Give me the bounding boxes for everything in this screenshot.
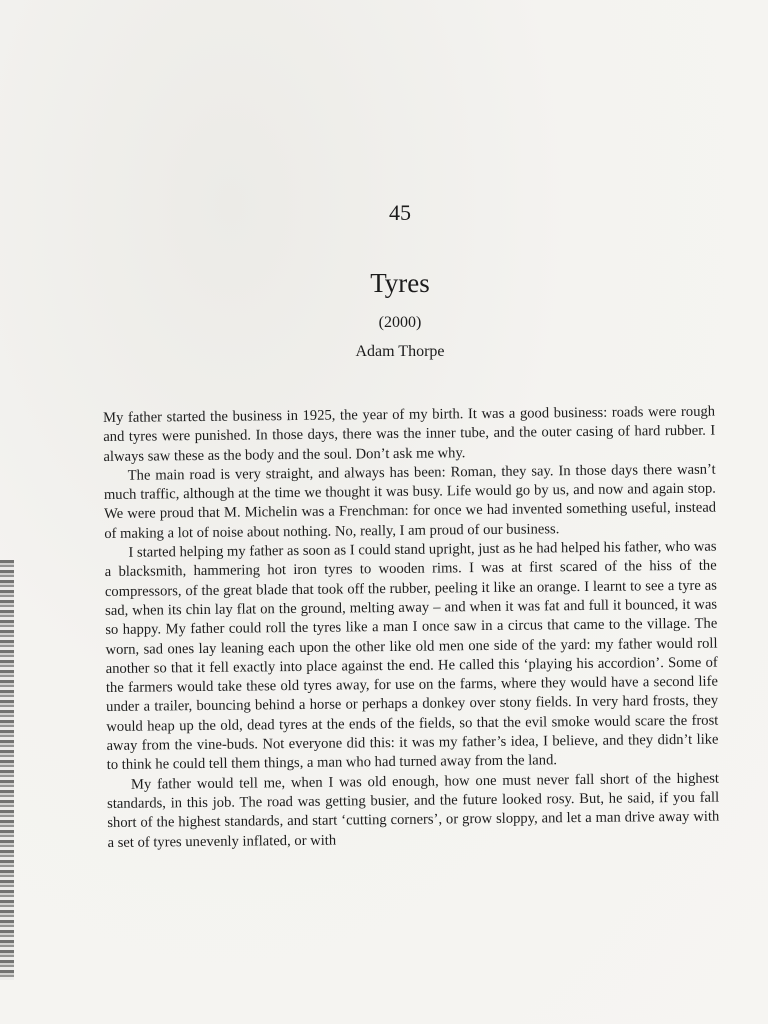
paragraph: I started helping my father as soon as I could stand upright, just as he had helped his father, who was a blacksmith, hammering hot iron tyres to wooden rims. I was at first scared of the hiss of the compressors, of the great blade that took off the rubber, peeling it like an orange. I learnt to see a tyre as sad, when its chin lay flat on the ground, melting away – and when it was fat and full it bounced, it was so happy. My father could roll the tyres like a man I once saw in a circus that came to the village. The worn, sad ones lay leaning each upon the other like old men one side of the yard: my father would roll another so that it fell exactly into place against the end. He called this ‘playing his accordion’. Some of the farmers would take these old tyres away, for use on the farms, where they would have a second life under a trailer, bouncing behind a horse or perhaps a donkey over stony fields. In very hard frosts, they would heap up the old, dead tyres at the ends of the fields, so that the evil smoke would scare the frost away from the vine-buds. Not everyone did this: it was my father’s idea, I believe, and they didn’t like to think he could tell them things, a man who had turned away from the land. (104, 538, 719, 774)
paragraph: My father would tell me, when I was old enough, how one must never fall short of the highest standards, in this job. The road was getting busier, and the future looked rosy. But, he said, if you fall short of the highest standards, and start ‘cutting corners’, or grow sloppy, and let a man drive away with a set of tyres unevenly inflated, or with (107, 770, 720, 851)
chapter-author: Adam Thorpe (355, 343, 445, 360)
chapter-number: 45 (389, 200, 411, 225)
chapter-body (103, 403, 720, 853)
chapter-title: Tyres (370, 268, 430, 298)
chapter-year: (2000) (378, 314, 422, 331)
paragraph: My father started the business in 1925, the year of my birth. It was a good business: roads were rough and tyres were punished. In those days, there was the inner tube, and the outer casing of hard rubber. I always saw these as the body and the soul. Don’t ask me why. (103, 403, 716, 465)
paragraph: The main road is very straight, and always has been: Roman, they say. In those days there wasn’t much traffic, although at the time we thought it was busy. Life would go by us, and now and again stop. We were proud that M. Michelin was a Frenchman: for once we had invented something useful, instead of making a lot of noise about nothing. No, really, I am proud of our business. (103, 461, 717, 542)
page-binding-edge (0, 560, 14, 980)
